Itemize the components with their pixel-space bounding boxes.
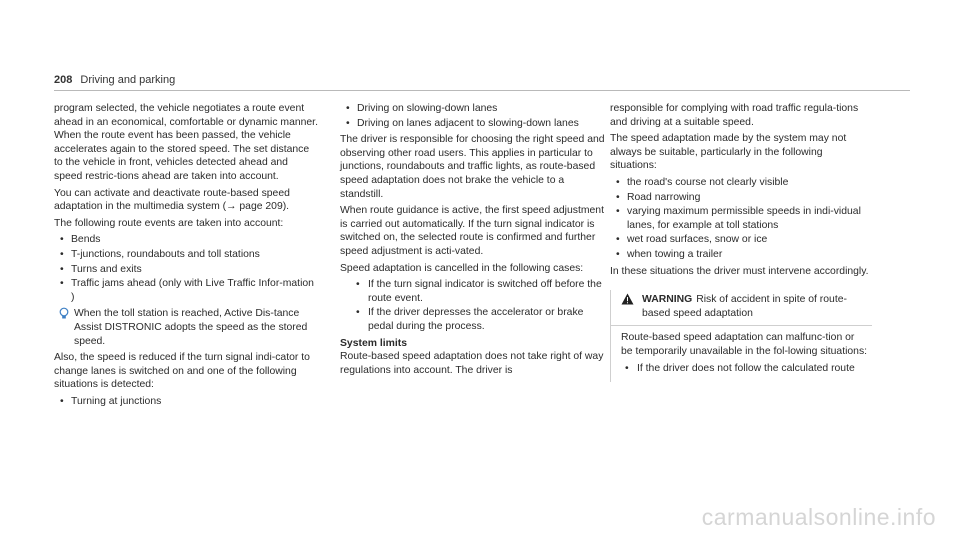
list-item: • varying maximum permissible speeds in indi-vidual lanes, for example at toll stations (616, 206, 861, 231)
list-item: • Turning at junctions (60, 395, 162, 407)
list-item: • Traffic jams ahead (only with Live Traffic Infor-mation ) (60, 278, 314, 303)
column-2 (340, 102, 605, 380)
paragraph: The following route events are taken into account: (54, 217, 284, 229)
paragraph: The driver is responsible for choosing the right speed and observing other road users. This applies in particular to junctions, roundabouts and traffic lights, as route-based speed adaptation does not brake the vehicle to a standstill. (340, 134, 605, 200)
limits-list (610, 176, 872, 262)
cancel-cases-list (340, 278, 605, 333)
section-subheading: System limits (340, 337, 407, 349)
list-item: • If the driver does not follow the calculated route (625, 362, 855, 374)
page-number: 208 (54, 74, 73, 86)
list-item: • the road's course not clearly visible (616, 176, 789, 188)
paragraph: program selected, the vehicle negotiates a route event ahead in an economical, comfortable or dynamic manner. When the route event has been passed, the vehicle accelerates again to the stored speed. The set distance to the vehicle in front, vehicles detected ahead and speed restric-tions ahead are taken into account. (54, 103, 318, 182)
list-item: • Bends (60, 234, 101, 246)
warning-header (611, 290, 872, 325)
paragraph: When route guidance is active, the first speed adjustment is carried out automatically. If the turn signal indicator is switched on, the selected route is confirmed and further speed adjustment is acti-vated. (340, 205, 604, 257)
warning-box (610, 290, 872, 382)
paragraph: You can activate and deactivate route-based speed adaptation in the multimedia system (→ page 209). (54, 187, 290, 213)
list-item: • T-junctions, roundabouts and toll stations (60, 248, 260, 260)
watermark: carmanualsonline.info (701, 504, 936, 531)
column-3 (610, 102, 872, 382)
page-header (54, 74, 175, 88)
list-item: • wet road surfaces, snow or ice (616, 234, 768, 246)
warning-triangle-icon (621, 293, 634, 308)
list-item: • when towing a trailer (616, 248, 723, 260)
warning-list (621, 362, 868, 376)
warning-body (611, 326, 872, 382)
paragraph: Also, the speed is reduced if the turn signal indi-cator to change lanes is switched on and one of the following situations is detected: (54, 352, 310, 391)
paragraph: Speed adaptation is cancelled in the following cases: (340, 262, 584, 274)
route-events-list (54, 233, 319, 304)
paragraph: In these situations the driver must intervene accordingly. (610, 265, 869, 277)
warning-title: Risk of accident in spite of route-based speed adaptation (642, 294, 847, 319)
paragraph: Route-based speed adaptation can malfunc-tion or be temporarily unavailable in the fol-lowing situations: (621, 332, 868, 357)
list-item: • Driving on slowing-down lanes (346, 103, 498, 114)
warning-label: WARNING (642, 294, 693, 306)
list-item: • Road narrowing (616, 191, 701, 203)
paragraph: responsible for complying with road traffic regula-tions and driving at a suitable speed. (610, 103, 859, 128)
section-title: Driving and parking (80, 74, 176, 86)
column-1 (54, 102, 319, 411)
list-item: • If the driver depresses the accelerator or brake pedal during the process. (356, 307, 584, 332)
header-rule (54, 90, 910, 91)
situations-list (54, 395, 319, 409)
list-item: • If the turn signal indicator is switched off before the route event. (356, 279, 602, 304)
lightbulb-icon (58, 307, 70, 324)
situations-list-continued (340, 102, 605, 130)
list-item: • Driving on lanes adjacent to slowing-down lanes (346, 117, 579, 129)
paragraph: Route-based speed adaptation does not take right of way regulations into account. The driver is (340, 351, 604, 376)
note-text: When the toll station is reached, Active Dis-tance Assist DISTRONIC adopts the speed as the stored speed. (74, 308, 308, 347)
paragraph: The speed adaptation made by the system may not always be suitable, particularly in the following situations: (610, 133, 847, 172)
note (54, 307, 319, 348)
list-item: • Turns and exits (60, 263, 142, 275)
